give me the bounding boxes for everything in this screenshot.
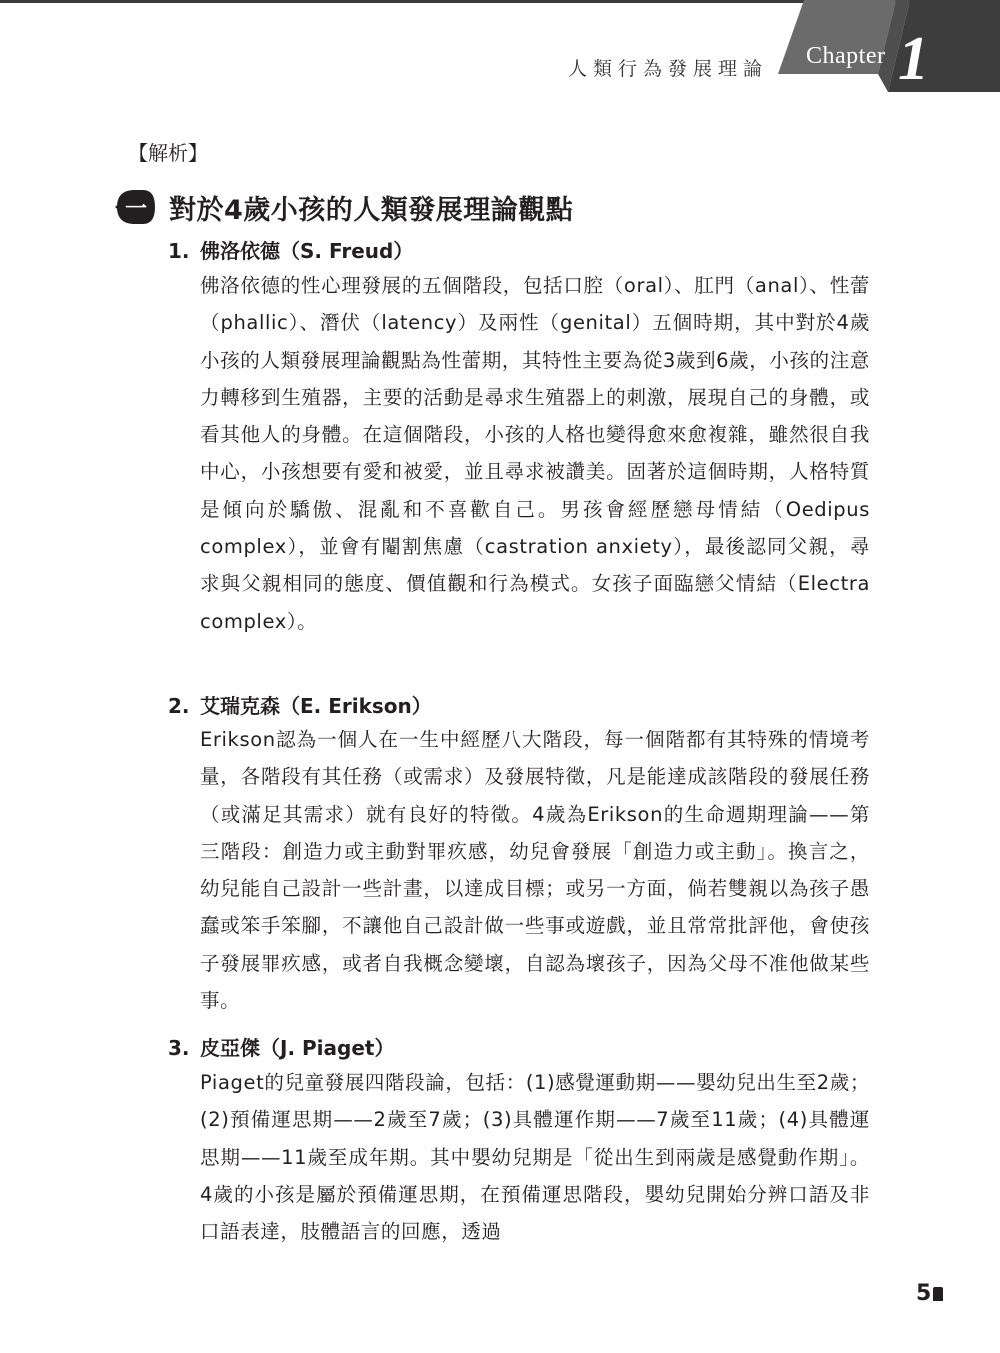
- page-marker-icon: [933, 1287, 943, 1301]
- section-badge-number: 一: [124, 196, 147, 222]
- subsection-number: 1.: [168, 239, 190, 263]
- subsection-heading-piaget: [168, 1032, 394, 1061]
- subsection-title: 皮亞傑（J. Piaget）: [200, 1036, 395, 1060]
- section-badge: [115, 187, 157, 227]
- paragraph-freud: 佛洛依德的性心理發展的五個階段，包括口腔（oral）、肛門（anal）、性蕾（phallic）、潛伏（latency）及兩性（genital）五個時期，其中對於4歲小孩的人類發展理論觀點為性蕾期，其特性主要為從3歲到6歲，小孩的注意力轉移到生殖器，主要的活動是尋求生殖器上的刺激，展現自己的身體，或看其他人的身體。在這個階段，小孩的人格也變得愈來愈複雜，雖然很自我中心，小孩想要有愛和被愛，並且尋求被讚美。固著於這個時期，人格特質是傾向於驕傲、混亂和不喜歡自己。男孩會經歷戀母情結（Oedipus complex），並會有閹割焦慮（castration anxiety），最後認同父親，尋求與父親相同的態度、價值觀和行為模式。女孩子面臨戀父情結（Electra complex）。: [200, 274, 870, 633]
- chapter-tab: [778, 0, 1000, 92]
- chapter-label: Chapter: [806, 43, 886, 69]
- paragraph-erikson: Erikson認為一個人在一生中經歷八大階段，每一個階都有其特殊的情境考量，各階段有其任務（或需求）及發展特徵，凡是能達成該階段的發展任務（或滿足其需求）就有良好的特徵。4歲為Erikson的生命週期理論——第三階段：創造力或主動對罪疚感，幼兒會發展「創造力或主動」。換言之，幼兒能自己設計一些計畫，以達成目標；或另一方面，倘若雙親以為孩子愚蠢或笨手笨腳，不讓他自己設計做一些事或遊戲，並且常常批評他，會使孩子發展罪疚感，或者自我概念變壞，自認為壞孩子，因為父母不准他做某些事。: [200, 728, 870, 1013]
- subsection-heading-erikson: [168, 690, 432, 719]
- subsection-title: 艾瑞克森（E. Erikson）: [200, 694, 432, 718]
- section-heading: [115, 187, 573, 227]
- subsection-title: 佛洛依德（S. Freud）: [200, 239, 414, 263]
- section-title: 對於4歲小孩的人類發展理論觀點: [169, 194, 574, 226]
- page-number: [916, 1281, 943, 1306]
- chapter-number: 1: [898, 25, 929, 93]
- page-number-value: 5: [916, 1281, 932, 1306]
- running-head: 人類行為發展理論: [567, 58, 768, 80]
- subsection-heading-freud: [168, 235, 413, 264]
- analysis-label: 【解析】: [128, 141, 208, 165]
- paragraph-piaget: Piaget的兒童發展四階段論，包括：(1)感覺運動期——嬰幼兒出生至2歲；(2)預備運思期——2歲至7歲；(3)具體運作期——7歲至11歲；(4)具體運思期——11歲至成年期。其中嬰幼兒期是「從出生到兩歲是感覺動作期」。4歲的小孩是屬於預備運思期，在預備運思階段，嬰幼兒開始分辨口語及非口語表達，肢體語言的回應，透過: [200, 1071, 870, 1244]
- subsection-number: 2.: [168, 694, 190, 718]
- subsection-number: 3.: [168, 1036, 190, 1060]
